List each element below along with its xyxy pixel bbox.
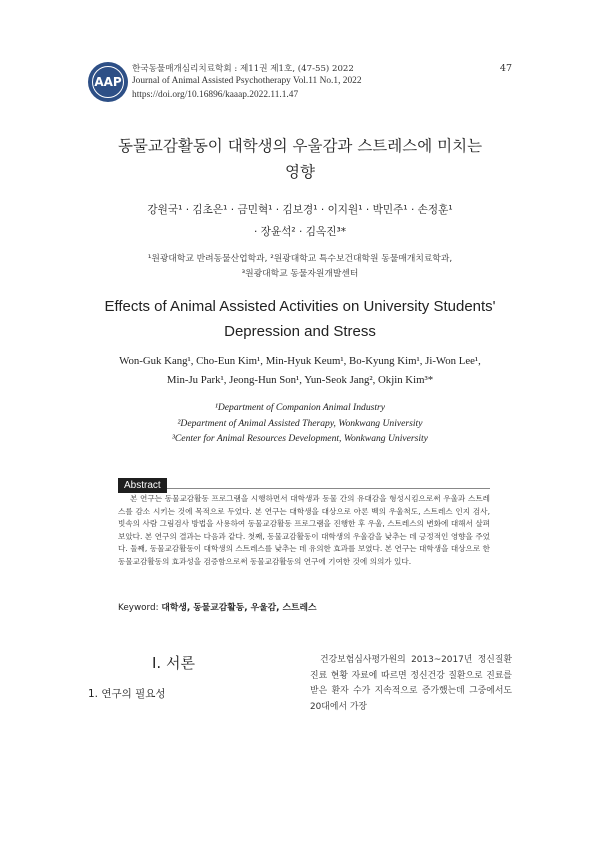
korean-authors-line1: 강원국¹ · 김초은¹ · 금민혁¹ · 김보경¹ · 이지원¹ · 박민주¹ · 손정훈¹ [147, 204, 453, 216]
english-authors-line1: Won-Guk Kang¹, Cho-Eun Kim¹, Min-Hyuk Keum¹, Bo-Kyung Kim¹, Ji-Won Lee¹, [119, 355, 481, 367]
english-aff-1: ¹Department of Companion Animal Industry [214, 402, 386, 413]
english-title-line2: Depression and Stress [224, 323, 376, 340]
logo-text: AAP [92, 66, 124, 98]
section-title: Ⅰ. 서론 [152, 654, 195, 672]
korean-aff-line1: ¹원광대학교 반려동물산업학과, ²원광대학교 특수보건대학원 동물매개치료학과, [147, 254, 453, 264]
abstract-divider [118, 488, 490, 489]
keyword-label: Keyword: [118, 603, 159, 613]
english-title [60, 294, 540, 344]
english-aff-3: ³Center for Animal Resources Development, Wonkwang University [172, 433, 428, 444]
keyword-value: 대학생, 동물교감활동, 우울감, 스트레스 [161, 603, 317, 613]
english-title-line1: Effects of Animal Assisted Activities on University Students' [104, 298, 496, 315]
korean-title-line2: 영향 [285, 163, 315, 181]
abstract-text: 본 연구는 동물교감활동 프로그램을 시행하면서 대학생과 동물 간의 유대감을 형성시킴으로써 우울과 스트레스를 감소 시키는 것에 목적으로 두었다. 본 연구는 대학생을 대상으로 아론 벡의 우울척도, 스트레스 인지 검사, 빗속의 사람 그림검사 방법을 사용하여 동물교감활동 프로그램을 진행한 후 우울, 스트레스의 변화에 대해서 살펴보았다. 본 연구의 결과는 다음과 같다. 첫째, 동물교감활동이 대학생의 우울감을 낮추는 데 긍정적인 영향을 주었다. 둘째, 동물교감활동이 대학생의 스트레스를 낮추는 데 유의한 효과를 보였다. 본 연구는 대학생을 대상으로 한 동물교감활동의 효과성을 검증함으로써 동물교감활동의 연구에 기여한 것에 의의가 있다. [118, 494, 490, 566]
korean-affiliations [60, 252, 540, 282]
page-number: 47 [499, 63, 512, 74]
abstract-label: Abstract [118, 478, 167, 493]
subsection-title: 1. 연구의 필요성 [88, 688, 166, 700]
english-authors [60, 352, 540, 390]
english-affiliations [60, 400, 540, 447]
abstract-section [118, 478, 490, 618]
korean-aff-line2: ³원광대학교 동물자원개발센터 [241, 269, 359, 279]
keywords [118, 600, 317, 613]
korean-title-line1: 동물교감활동이 대학생의 우울감과 스트레스에 미치는 [117, 137, 483, 155]
english-aff-2: ²Department of Animal Assisted Therapy, Wonkwang University [177, 417, 423, 429]
korean-authors-line2: · 장윤석² · 김옥진³* [253, 226, 347, 238]
journal-logo [88, 62, 128, 102]
korean-authors [60, 199, 540, 243]
english-authors-line2: Min-Ju Park¹, Jeong-Hun Son¹, Yun-Seok Jang², Okjin Kim³* [166, 374, 434, 386]
journal-korean-line: 한국동물매개심리치료학회 : 제11권 제1호, (47-55) 2022 [132, 64, 354, 74]
journal-english-line: Journal of Animal Assisted Psychotherapy Vol.11 No.1, 2022 [132, 76, 362, 86]
body-paragraph: 건강보험심사평가원의 2013~2017년 정신질환 진료 현황 자료에 따르면 정신건강 질환으로 진료를 받은 환자 수가 지속적으로 증가했는데 그중에서도 20대에서 가장 [310, 655, 512, 712]
doi-link[interactable]: https://doi.org/10.16896/kaaap.2022.11.1.47 [132, 90, 299, 100]
korean-title [60, 133, 540, 185]
